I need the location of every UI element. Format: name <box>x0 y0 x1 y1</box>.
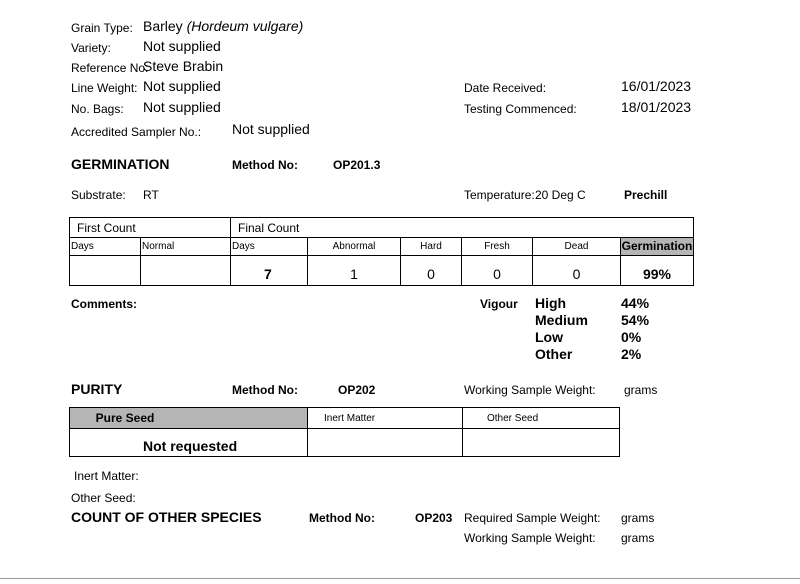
other-species-working-weight-unit: grams <box>621 531 655 545</box>
first-days-header: Days <box>71 241 94 252</box>
temperature-label: Temperature: <box>464 188 535 202</box>
vigour-high-label: High <box>535 295 567 311</box>
other-seed-label: Other Seed: <box>71 491 136 505</box>
vigour-low-label: Low <box>535 329 563 345</box>
reference-value: Steve Brabin <box>143 58 224 74</box>
prechill-label: Prechill <box>624 188 668 202</box>
grain-type-label: Grain Type: <box>71 21 133 35</box>
vigour-label: Vigour <box>480 297 518 311</box>
dead-value: 0 <box>572 266 581 282</box>
germination-title: GERMINATION <box>71 156 170 172</box>
line-weight-value: Not supplied <box>143 78 221 94</box>
date-received-value: 16/01/2023 <box>621 78 692 94</box>
purity-working-weight-unit: grams <box>624 383 658 397</box>
final-days-header: Days <box>232 241 255 252</box>
other-species-method-value: OP203 <box>415 511 453 525</box>
date-received-label: Date Received: <box>464 81 547 95</box>
vigour-high-value: 44% <box>621 295 650 311</box>
vigour-medium-label: Medium <box>535 312 588 328</box>
grain-type-common: Barley <box>143 18 183 34</box>
hard-header: Hard <box>420 241 442 252</box>
fresh-value: 0 <box>493 266 501 282</box>
sampler-label: Accredited Sampler No.: <box>71 125 202 139</box>
no-bags-label: No. Bags: <box>71 102 124 116</box>
vigour-other-value: 2% <box>621 346 642 362</box>
inert-matter-header: Inert Matter <box>324 413 376 424</box>
other-seed-header: Other Seed <box>487 413 539 424</box>
final-days-value: 7 <box>264 266 272 282</box>
other-species-title: COUNT OF OTHER SPECIES <box>71 509 262 525</box>
substrate-value: RT <box>143 188 159 202</box>
required-weight-unit: grams <box>621 511 655 525</box>
testing-commenced-label: Testing Commenced: <box>464 102 577 116</box>
purity-method-value: OP202 <box>338 383 376 397</box>
grain-type-latin: (Hordeum vulgare) <box>186 18 304 34</box>
dead-header: Dead <box>564 241 589 252</box>
vigour-low-value: 0% <box>621 329 642 345</box>
vigour-other-label: Other <box>535 346 573 362</box>
abnormal-value: 1 <box>350 266 358 282</box>
purity-method-label: Method No: <box>232 383 298 397</box>
comments-label: Comments: <box>71 297 138 311</box>
no-bags-value: Not supplied <box>143 99 221 115</box>
germination-method-label: Method No: <box>232 158 298 172</box>
hard-value: 0 <box>427 266 435 282</box>
purity-title: PURITY <box>71 381 123 397</box>
germination-method-value: OP201.3 <box>333 158 381 172</box>
reference-label: Reference No: <box>71 61 149 75</box>
grain-type-value <box>143 18 303 34</box>
abnormal-header: Abnormal <box>332 241 376 252</box>
other-species-method-label: Method No: <box>309 511 375 525</box>
purity-status: Not requested <box>143 438 238 454</box>
testing-commenced-value: 18/01/2023 <box>621 99 692 115</box>
temperature-value: 20 Deg C <box>535 188 586 202</box>
required-weight-label: Required Sample Weight: <box>464 511 601 525</box>
variety-label: Variety: <box>71 41 111 55</box>
pure-seed-header: Pure Seed <box>95 411 155 425</box>
line-weight-label: Line Weight: <box>71 81 138 95</box>
page-bottom-divider <box>0 578 800 579</box>
other-species-working-weight-label: Working Sample Weight: <box>464 531 596 545</box>
variety-value: Not supplied <box>143 38 221 54</box>
germination-value: 99% <box>642 266 672 282</box>
final-count-header: Final Count <box>238 221 300 235</box>
normal-header: Normal <box>142 241 175 252</box>
germination-header: Germination <box>621 239 693 253</box>
purity-working-weight-label: Working Sample Weight: <box>464 383 596 397</box>
inert-matter-label: Inert Matter: <box>74 469 139 483</box>
vigour-medium-value: 54% <box>621 312 650 328</box>
substrate-label: Substrate: <box>71 188 126 202</box>
fresh-header: Fresh <box>484 241 510 252</box>
sampler-value: Not supplied <box>232 121 310 137</box>
first-count-header: First Count <box>77 221 136 235</box>
